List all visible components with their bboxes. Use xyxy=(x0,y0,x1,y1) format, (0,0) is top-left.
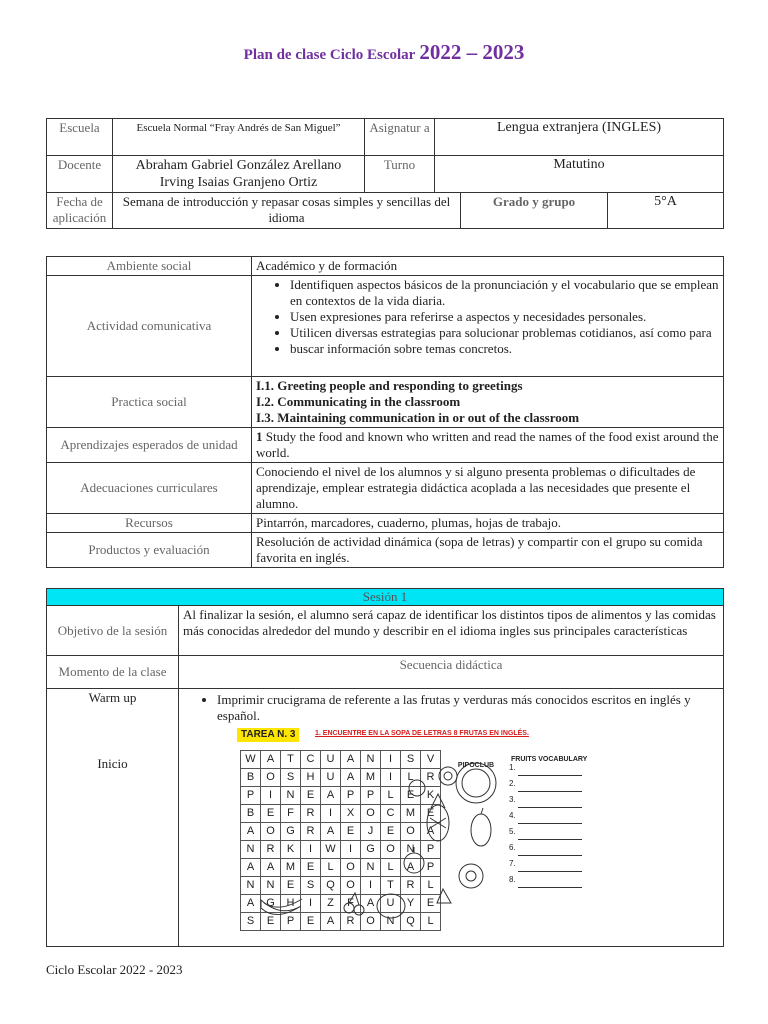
vocab-line xyxy=(509,808,582,824)
grid-letter: L xyxy=(421,877,441,895)
vocab-blank xyxy=(518,814,582,824)
grid-letter: F xyxy=(341,895,361,913)
grid-letter: E xyxy=(261,913,281,931)
grid-letter: F xyxy=(281,805,301,823)
grid-row xyxy=(241,877,441,895)
grid-letter: L xyxy=(321,859,341,877)
pear-drawing xyxy=(471,814,491,846)
grid-letter: B xyxy=(241,805,261,823)
grid-row xyxy=(241,823,441,841)
grid-letter: R xyxy=(301,823,321,841)
ambiente-value: Académico y de formación xyxy=(252,257,724,276)
grid-letter: A xyxy=(321,913,341,931)
grid-letter: R xyxy=(301,805,321,823)
grid-row xyxy=(241,895,441,913)
grid-row xyxy=(241,841,441,859)
context-table xyxy=(46,256,724,568)
aprendizajes-label: Aprendizajes esperados de unidad xyxy=(47,428,252,463)
aprendizajes-value xyxy=(252,428,724,463)
fecha-value: Semana de introducción y repasar cosas simples y sencillas del idioma xyxy=(113,193,461,229)
kiwi-drawing xyxy=(439,767,457,785)
grid-letter: C xyxy=(301,751,321,769)
grid-letter: S xyxy=(401,751,421,769)
title-prefix: Plan de clase Ciclo Escolar xyxy=(243,47,416,63)
vocab-blank xyxy=(518,782,582,792)
grid-letter: E xyxy=(381,823,401,841)
grid-letter: V xyxy=(421,751,441,769)
grid-row xyxy=(241,751,441,769)
session-title: Sesión 1 xyxy=(47,589,724,606)
grid-letter: S xyxy=(301,877,321,895)
grid-letter: I xyxy=(361,877,381,895)
vocab-line xyxy=(509,840,582,856)
grid-letter: M xyxy=(401,805,421,823)
grid-letter: O xyxy=(361,913,381,931)
grid-letter: A xyxy=(361,895,381,913)
grid-letter: A xyxy=(341,751,361,769)
grid-letter: S xyxy=(281,769,301,787)
grid-letter: Z xyxy=(321,895,341,913)
grid-letter: G xyxy=(261,895,281,913)
actividad-item: • buscar información sobre temas concretos. xyxy=(290,341,719,357)
grid-letter: A xyxy=(321,787,341,805)
vocab-line xyxy=(509,872,582,888)
vocab-line xyxy=(509,776,582,792)
vocab-number: 1. xyxy=(509,763,516,772)
pipoclub-logo xyxy=(456,763,496,803)
grid-letter: E xyxy=(421,805,441,823)
grid-letter: N xyxy=(401,841,421,859)
grid-letter: N xyxy=(241,841,261,859)
word-search-grid xyxy=(240,750,441,931)
escuela-label: Escuela xyxy=(47,119,113,156)
grid-letter: W xyxy=(321,841,341,859)
grid-letter: Q xyxy=(401,913,421,931)
docente-line-1: Abraham Gabriel González Arellano xyxy=(135,158,342,173)
grid-letter: N xyxy=(361,751,381,769)
vocab-title: FRUITS VOCABULARY xyxy=(511,756,588,763)
grid-letter: Q xyxy=(321,877,341,895)
vocab-blank xyxy=(518,766,582,776)
logo-text: PIPOCLUB xyxy=(457,762,495,769)
vocab-number: 5. xyxy=(509,827,516,836)
secuencia-label: Secuencia didáctica xyxy=(179,656,724,689)
grid-letter: L xyxy=(381,859,401,877)
docente-label: Docente xyxy=(47,156,113,193)
grid-letter: J xyxy=(361,823,381,841)
practica-item: I.2. Communicating in the classroom xyxy=(256,394,461,409)
grid-letter: E xyxy=(301,787,321,805)
actividad-item: • Identifiquen aspectos básicos de la pronunciación y el vocabulario que se emplean en contextos de la vida diaria. xyxy=(290,277,719,309)
grid-letter: U xyxy=(321,769,341,787)
grid-letter: O xyxy=(341,877,361,895)
warmup-list xyxy=(183,692,719,724)
vocab-line xyxy=(509,824,582,840)
grid-letter: U xyxy=(381,895,401,913)
grid-letter: I xyxy=(381,751,401,769)
practica-item: I.3. Maintaining communication in or out of the classroom xyxy=(256,410,580,425)
grid-letter: N xyxy=(281,787,301,805)
grid-letter: A xyxy=(421,823,441,841)
grid-letter: A xyxy=(261,859,281,877)
vocab-blank xyxy=(518,846,582,856)
grid-letter: G xyxy=(281,823,301,841)
grid-letter: E xyxy=(261,805,281,823)
grid-letter: N xyxy=(381,913,401,931)
practica-item: I.1. Greeting people and responding to greetings xyxy=(256,378,523,393)
grid-letter: I xyxy=(301,895,321,913)
vocab-number: 6. xyxy=(509,843,516,852)
vocab-number: 8. xyxy=(509,875,516,884)
grid-letter: E xyxy=(341,823,361,841)
grid-letter: P xyxy=(341,787,361,805)
grid-letter: I xyxy=(341,841,361,859)
aprendizajes-number: 1 xyxy=(256,429,263,444)
grid-letter: C xyxy=(381,805,401,823)
ambiente-label: Ambiente social xyxy=(47,257,252,276)
title-years: 2022 – 2023 xyxy=(419,40,525,64)
grid-letter: R xyxy=(261,841,281,859)
grid-letter: A xyxy=(241,859,261,877)
vocab-blank xyxy=(518,798,582,808)
vocab-line xyxy=(509,760,582,776)
turno-value: Matutino xyxy=(435,156,724,193)
footer: Ciclo Escolar 2022 - 2023 xyxy=(46,962,183,977)
grid-letter: S xyxy=(241,913,261,931)
tarea-label: TAREA N. 3 xyxy=(237,728,299,742)
vocab-number: 2. xyxy=(509,779,516,788)
page-title xyxy=(0,40,768,65)
actividad-list xyxy=(256,277,719,357)
grid-letter: E xyxy=(301,859,321,877)
grid-letter: M xyxy=(361,769,381,787)
grid-letter: L xyxy=(401,769,421,787)
warmup-label: Warm up xyxy=(88,690,137,705)
grid-letter: R xyxy=(401,877,421,895)
aprendizajes-text: Study the food and known who written and read the names of the food exist around the world. xyxy=(256,429,719,460)
vocab-number: 4. xyxy=(509,811,516,820)
grid-letter: T xyxy=(381,877,401,895)
grid-letter: L xyxy=(421,913,441,931)
actividad-value xyxy=(252,276,724,377)
grid-letter: P xyxy=(361,787,381,805)
grid-letter: O xyxy=(341,859,361,877)
vocab-number: 7. xyxy=(509,859,516,868)
grid-letter: A xyxy=(241,895,261,913)
vocab-number: 3. xyxy=(509,795,516,804)
grid-letter: I xyxy=(261,787,281,805)
header-table xyxy=(46,118,724,229)
grid-letter: E xyxy=(421,895,441,913)
grid-letter: P xyxy=(281,913,301,931)
grid-letter: O xyxy=(261,769,281,787)
grid-letter: N xyxy=(261,877,281,895)
grid-letter: G xyxy=(361,841,381,859)
grid-row xyxy=(241,787,441,805)
turno-label: Turno xyxy=(365,156,435,193)
grid-letter: H xyxy=(281,895,301,913)
grid-letter: A xyxy=(401,859,421,877)
grid-letter: O xyxy=(401,823,421,841)
grid-letter: P xyxy=(421,859,441,877)
grid-row xyxy=(241,769,441,787)
recursos-label: Recursos xyxy=(47,514,252,533)
grid-letter: I xyxy=(381,769,401,787)
inicio-label: Inicio xyxy=(97,756,128,771)
momento-cell xyxy=(47,689,179,947)
grid-row xyxy=(241,913,441,931)
grid-row xyxy=(241,859,441,877)
grid-letter: R xyxy=(341,913,361,931)
escuela-value: Escuela Normal “Fray Andrés de San Miguel” xyxy=(113,119,365,156)
grid-letter: A xyxy=(341,769,361,787)
grid-letter: X xyxy=(341,805,361,823)
asignatura-label: Asignatur a xyxy=(365,119,435,156)
grid-letter: A xyxy=(241,823,261,841)
grid-letter: K xyxy=(421,787,441,805)
grid-letter: B xyxy=(241,769,261,787)
grid-letter: R xyxy=(421,769,441,787)
grado-value: 5°A xyxy=(608,193,724,229)
vocab-blank xyxy=(518,830,582,840)
actividad-item: • Utilicen diversas estrategias para solucionar problemas cotidianos, así como para xyxy=(290,325,719,341)
worksheet-instruction: 1. ENCUENTRE EN LA SOPA DE LETRAS 8 FRUTAS EN INGLÉS. xyxy=(315,730,529,737)
objetivo-label: Objetivo de la sesión xyxy=(47,606,179,656)
grid-letter: A xyxy=(261,751,281,769)
secuencia-cell xyxy=(179,689,724,947)
vocab-line xyxy=(509,792,582,808)
grid-letter: K xyxy=(281,841,301,859)
orange-drawing xyxy=(459,864,483,888)
grid-letter: L xyxy=(381,787,401,805)
asignatura-value: Lengua extranjera (INGLES) xyxy=(435,119,724,156)
grid-letter: E xyxy=(281,877,301,895)
grid-letter: U xyxy=(321,751,341,769)
adecuaciones-value: Conociendo el nivel de los alumnos y si alguno presenta problemas o dificultades de aprendizaje, emplear estrategia didáctica acoplada a las necesidades que presente el alumno. xyxy=(252,463,724,514)
grado-label: Grado y grupo xyxy=(461,193,608,229)
momento-label: Momento de la clase xyxy=(47,656,179,689)
grid-letter: A xyxy=(321,823,341,841)
grid-letter: E xyxy=(301,913,321,931)
grid-letter: N xyxy=(241,877,261,895)
grid-letter: T xyxy=(281,751,301,769)
grid-letter: O xyxy=(381,841,401,859)
objetivo-value: Al finalizar la sesión, el alumno será capaz de identificar los distintos tipos de alimentos y las comidas más conocidas alrededor del mundo y describir en el idioma ingles sus principales características xyxy=(179,606,724,656)
vocab-blank xyxy=(518,862,582,872)
grid-letter: M xyxy=(281,859,301,877)
grid-letter: E xyxy=(401,787,421,805)
productos-value: Resolución de actividad dinámica (sopa de letras) y compartir con el grupo su comida favorita en inglés. xyxy=(252,533,724,568)
vocab-blank xyxy=(518,878,582,888)
grid-letter: I xyxy=(301,841,321,859)
productos-label: Productos y evaluación xyxy=(47,533,252,568)
grid-row xyxy=(241,805,441,823)
fecha-label: Fecha de aplicación xyxy=(47,193,113,229)
vocab-list xyxy=(509,760,582,888)
vocab-line xyxy=(509,856,582,872)
worksheet-image xyxy=(231,728,588,930)
practica-label: Practica social xyxy=(47,377,252,428)
grid-letter: Y xyxy=(401,895,421,913)
adecuaciones-label: Adecuaciones curriculares xyxy=(47,463,252,514)
actividad-item: • Usen expresiones para referirse a aspectos y necesidades personales. xyxy=(290,309,719,325)
practica-value xyxy=(252,377,724,428)
grid-letter: N xyxy=(361,859,381,877)
grid-letter: O xyxy=(361,805,381,823)
session-table xyxy=(46,588,724,947)
recursos-value: Pintarrón, marcadores, cuaderno, plumas, hojas de trabajo. xyxy=(252,514,724,533)
warmup-item: • Imprimir crucigrama de referente a las frutas y verduras más conocidos escritos en inglés y español. xyxy=(217,692,719,724)
docente-value xyxy=(113,156,365,193)
actividad-label: Actividad comunicativa xyxy=(47,276,252,377)
grid-letter: I xyxy=(321,805,341,823)
grid-letter: O xyxy=(261,823,281,841)
grid-letter: W xyxy=(241,751,261,769)
grid-letter: H xyxy=(301,769,321,787)
grid-letter: P xyxy=(421,841,441,859)
docente-line-2: Irving Isaias Granjeno Ortiz xyxy=(159,175,318,190)
grid-letter: P xyxy=(241,787,261,805)
